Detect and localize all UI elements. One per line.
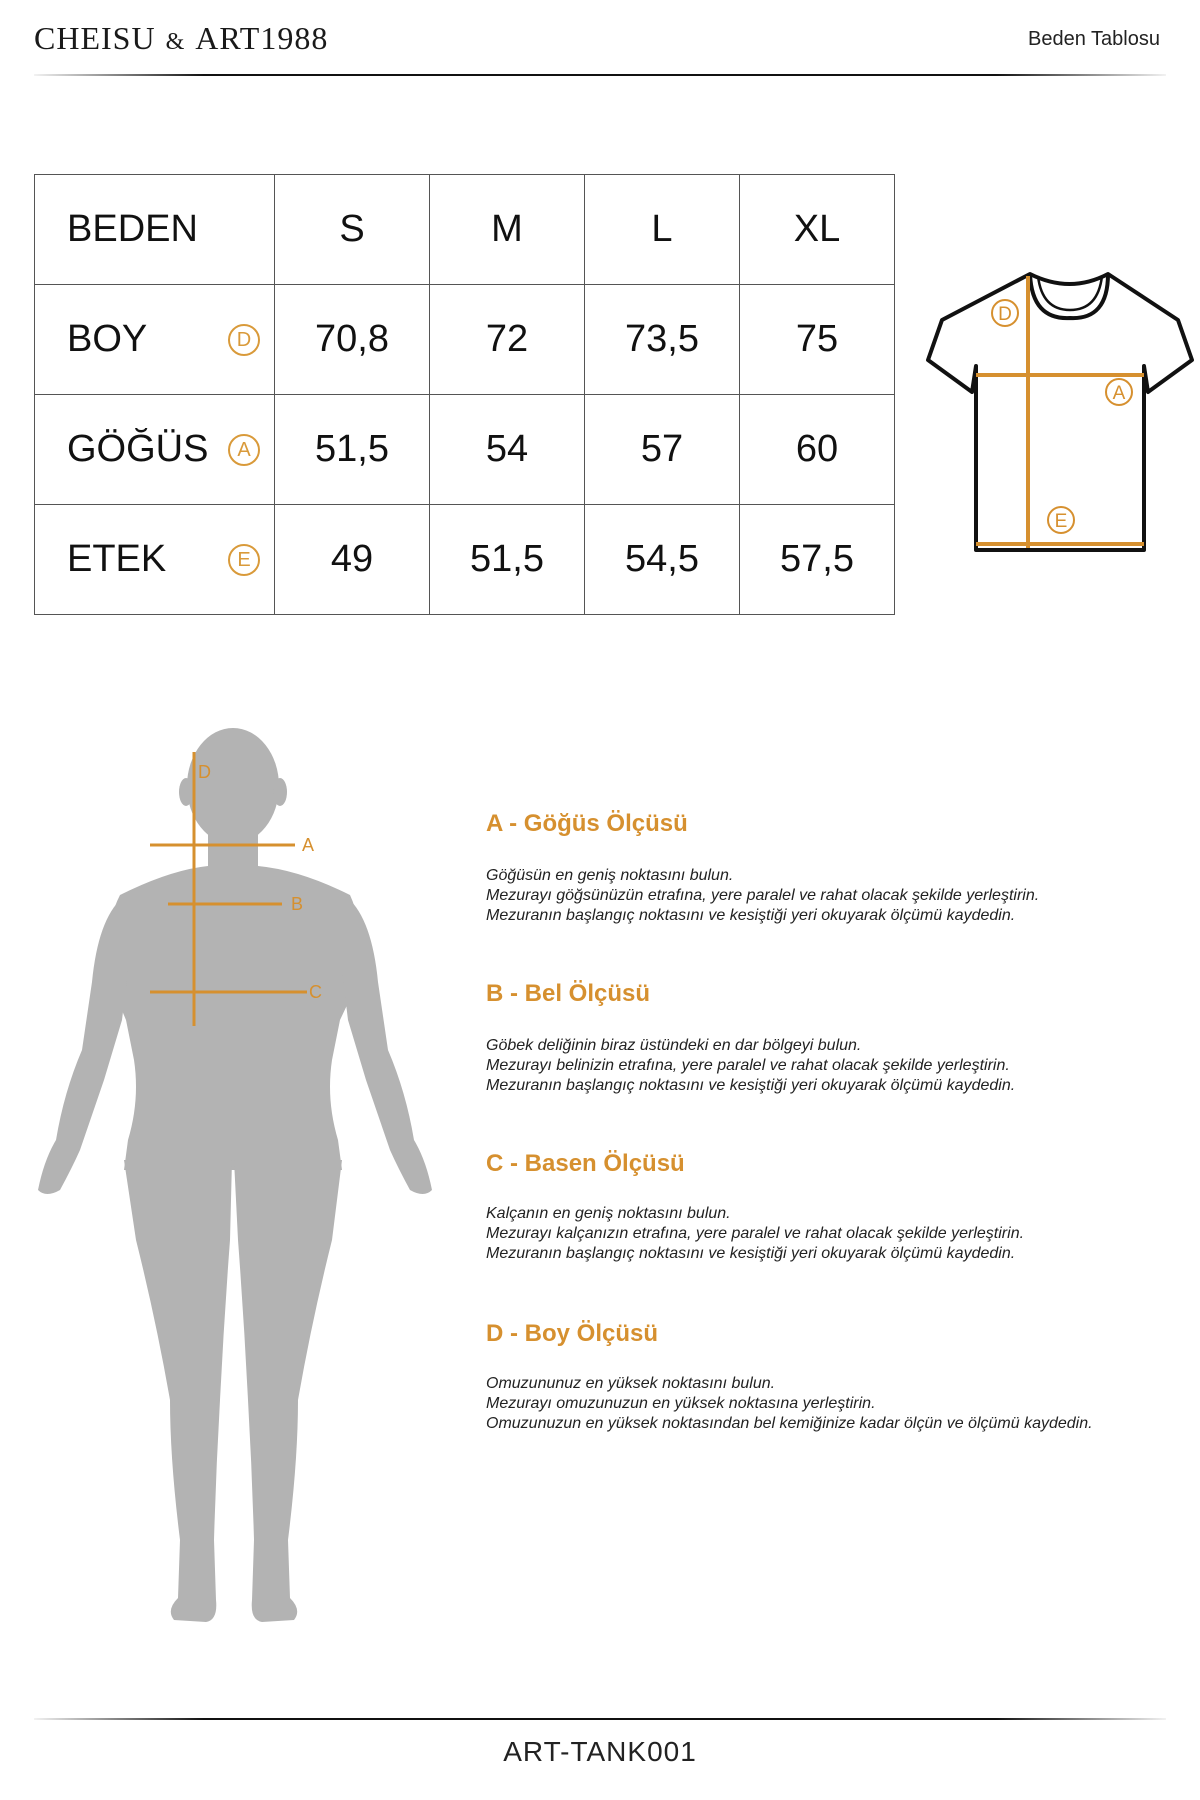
size-col-xl: XL [740,175,895,285]
badge-e-icon: E [228,544,260,576]
table-row-boy [35,285,895,395]
table-cell: 57 [585,395,740,505]
section-text-waist [486,1036,1166,1096]
row-label-boy [35,285,275,395]
section-title-hip: C - Basen Ölçüsü [486,1150,685,1177]
shirt-label-d: D [998,304,1012,325]
section-text-height [486,1374,1166,1434]
brand-ampersand: & [165,29,186,55]
row-label-text: ETEK [67,538,167,580]
section-line: Mezurayı belinizin etrafına, yere paralel ve rahat olacak şekilde yerleştirin. [486,1057,1010,1074]
section-line: Mezuranın başlangıç noktasını ve kesiştiği yeri okuyarak ölçümü kaydedin. [486,1077,1016,1094]
section-line: Göbek deliğinin biraz üstündeki en dar bölgeyi bulun. [486,1037,862,1054]
table-cell: 73,5 [585,285,740,395]
body-label-c: C [309,982,322,1002]
table-cell: 70,8 [275,285,430,395]
table-cell: 72 [430,285,585,395]
size-table-header-row [35,175,895,285]
table-cell: 60 [740,395,895,505]
footer-divider [34,1718,1166,1720]
size-table-header-label: BEDEN [35,175,275,285]
table-cell: 51,5 [430,505,585,615]
section-text-hip [486,1204,1166,1264]
badge-d-icon: D [228,324,260,356]
section-title-height: D - Boy Ölçüsü [486,1320,659,1347]
size-col-s: S [275,175,430,285]
body-label-a: A [302,835,315,855]
section-line: Mezuranın başlangıç noktasını ve kesiştiği yeri okuyarak ölçümü kaydedin. [486,1245,1016,1262]
table-cell: 51,5 [275,395,430,505]
row-label-text: BOY [67,318,148,360]
shirt-label-e: E [1054,511,1068,532]
section-line: Göğüsün en geniş noktasını bulun. [486,867,734,884]
section-line: Omuzunuzun en yüksek noktasından bel kemiğinize kadar ölçün ve ölçümü kaydedin. [486,1415,1093,1432]
product-code: ART-TANK001 [503,1736,697,1767]
section-title-chest: A - Göğüs Ölçüsü [486,810,688,837]
body-label-d: D [198,762,211,782]
section-line: Mezurayı göğsünüzün etrafına, yere paralel ve rahat olacak şekilde yerleştirin. [486,887,1040,904]
table-row-gogus [35,395,895,505]
brand-logo [34,20,328,57]
table-cell: 49 [275,505,430,615]
body-silhouette-icon [20,720,450,1650]
section-line: Mezuranın başlangıç noktasını ve kesiştiği yeri okuyarak ölçümü kaydedin. [486,907,1016,924]
table-cell: 75 [740,285,895,395]
row-label-text: GÖĞÜS [67,428,209,470]
section-line: Mezurayı kalçanızın etrafına, yere paralel ve rahat olacak şekilde yerleştirin. [486,1225,1025,1242]
row-label-etek [35,505,275,615]
body-label-b: B [291,894,304,914]
shirt-label-a: A [1112,383,1126,404]
brand-left: CHEISU [34,20,156,56]
table-row-etek [35,505,895,615]
brand-right: ART1988 [195,20,329,56]
table-cell: 54,5 [585,505,740,615]
table-cell: 57,5 [740,505,895,615]
section-line: Kalçanın en geniş noktasını bulun. [486,1205,731,1222]
tshirt-diagram-icon [920,262,1200,552]
size-col-m: M [430,175,585,285]
section-line: Mezurayı omuzunuzun en yüksek noktasına yerleştirin. [486,1395,876,1412]
size-table [34,174,895,615]
page-title: Beden Tablosu [1028,28,1160,50]
section-title-waist: B - Bel Ölçüsü [486,980,651,1007]
badge-a-icon: A [228,434,260,466]
section-line: Omuzununuz en yüksek noktasını bulun. [486,1375,776,1392]
header-divider [34,74,1166,76]
row-label-gogus [35,395,275,505]
section-text-chest [486,866,1166,926]
table-cell: 54 [430,395,585,505]
size-col-l: L [585,175,740,285]
